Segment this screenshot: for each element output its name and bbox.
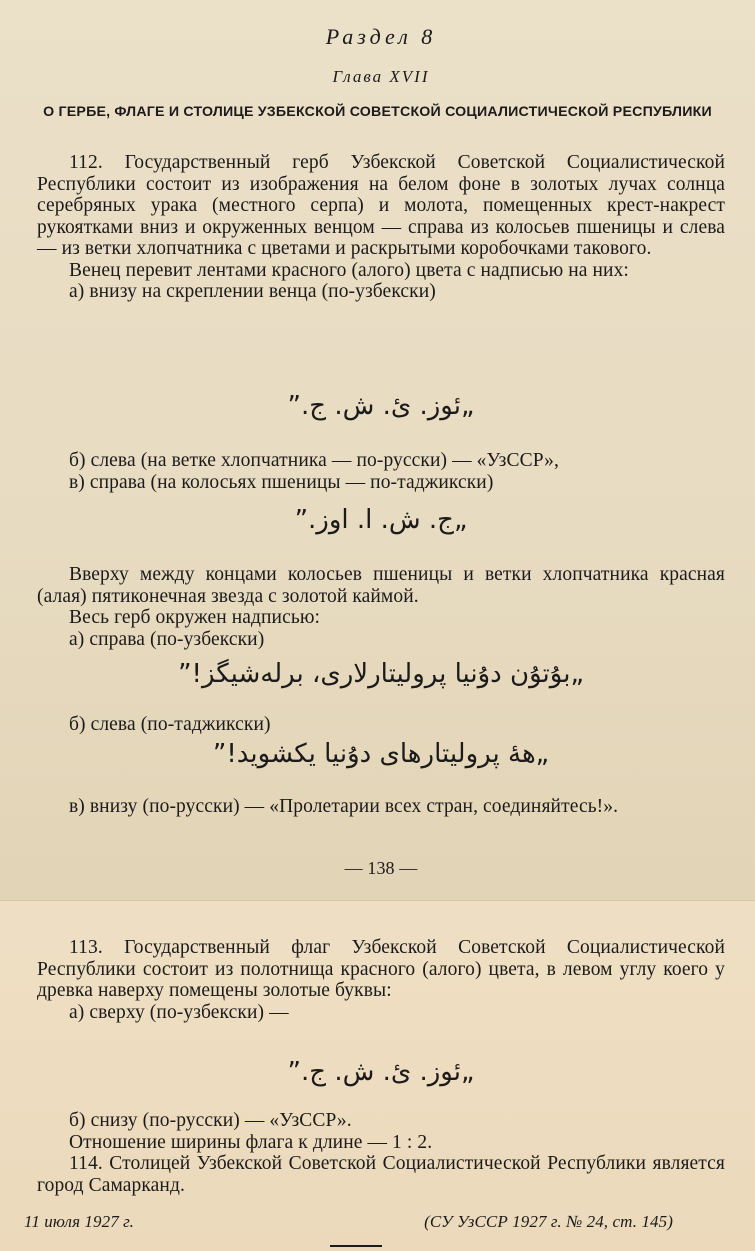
section-title: Раздел 8 [325, 24, 437, 49]
article-113-text: 113. Государственный флаг Узбекской Советской Социалистической Республики состоит из полотнища красного (алого) цвета, в левом углу коего у древка наверху помещены золотые буквы: [37, 937, 725, 1001]
inscription-item-a: а) справа (по-узбекски) [69, 628, 265, 650]
closing-rule [330, 1245, 382, 1247]
wreath-paragraph: Венец перевит лентами красного (алого) цвета с надписью на них: [69, 259, 629, 281]
chapter-title: Глава XVII [332, 67, 430, 86]
arabic-inscription-2: „ج. ش. ا. اوز.” [294, 505, 468, 535]
article-112-block [0, 152, 755, 303]
footer-source: (СУ УзССР 1927 г. № 24, ст. 145) [424, 1212, 673, 1231]
article-113-block [0, 937, 755, 1023]
ratio-text: Отношение ширины флага к длине — 1 : 2. [69, 1131, 433, 1153]
star-block [0, 564, 755, 650]
inscription-item-v: в) внизу (по-русски) — «Пролетарии всех стран, соединяйтесь!». [69, 796, 619, 817]
inscription-item-b-block [0, 714, 755, 736]
article-112-text: 112. Государственный герб Узбекской Советской Социалистической Республики состоит из изображения на белом фоне в золотых лучах солнца серебряных урака (местного серпа) и молота, помещенных крест-накрест рукоятками вниз и окруженных венцом — справа из колосьев пшеницы и слева — из ветки хлопчатника с цветами и раскрытыми коробочками такового. [37, 152, 725, 259]
star-paragraph: Вверху между концами колосьев пшеницы и ветки хлопчатника красная (алая) пятиконечная звезда с золотой каймой. [37, 564, 725, 607]
flag-item-b: б) снизу (по-русски) — «УзССР». [69, 1110, 352, 1131]
wreath-item-a: а) внизу на скреплении венца (по-узбекски) [69, 281, 436, 302]
article-114-block [0, 1110, 755, 1196]
arabic-inscription-4: „ههٔ پرولیتارهای دۇنیا یکشوید!” [212, 739, 550, 769]
inscription-item-b: б) слева (по-таджикски) [69, 714, 271, 735]
wreath-item-v: в) справа (на колосьях пшеницы — по-таджикски) [69, 471, 494, 493]
flag-item-a: а) сверху (по-узбекски) — [69, 1001, 289, 1023]
footer-date: 11 июля 1927 г. [24, 1212, 135, 1231]
inscription-item-v-block [0, 796, 755, 818]
wreath-items-bv [0, 450, 755, 493]
chapter-heading: О ГЕРБЕ, ФЛАГЕ И СТОЛИЦЕ УЗБЕКСКОЙ СОВЕТСКОЙ СОЦИАЛИСТИЧЕСКОЙ РЕСПУБЛИКИ [43, 104, 712, 120]
arabic-inscription-1: „ئوز. ئ. ش. ج.” [287, 391, 475, 421]
wreath-item-b: б) слева (на ветке хлопчатника — по-русски) — «УзССР», [69, 450, 559, 471]
arabic-inscription-5: „ئوز. ئ. ش. ج.” [287, 1057, 475, 1087]
arabic-inscription-3: „بۇتۇن دۇنيا پرولیتارلاری، برلەشیگز!” [178, 659, 584, 689]
inscription-paragraph: Весь герб окружен надписью: [69, 607, 321, 628]
page-number: — 138 — [344, 858, 418, 878]
article-114-text: 114. Столицей Узбекской Советской Социалистической Республики является город Самарканд. [37, 1153, 725, 1196]
